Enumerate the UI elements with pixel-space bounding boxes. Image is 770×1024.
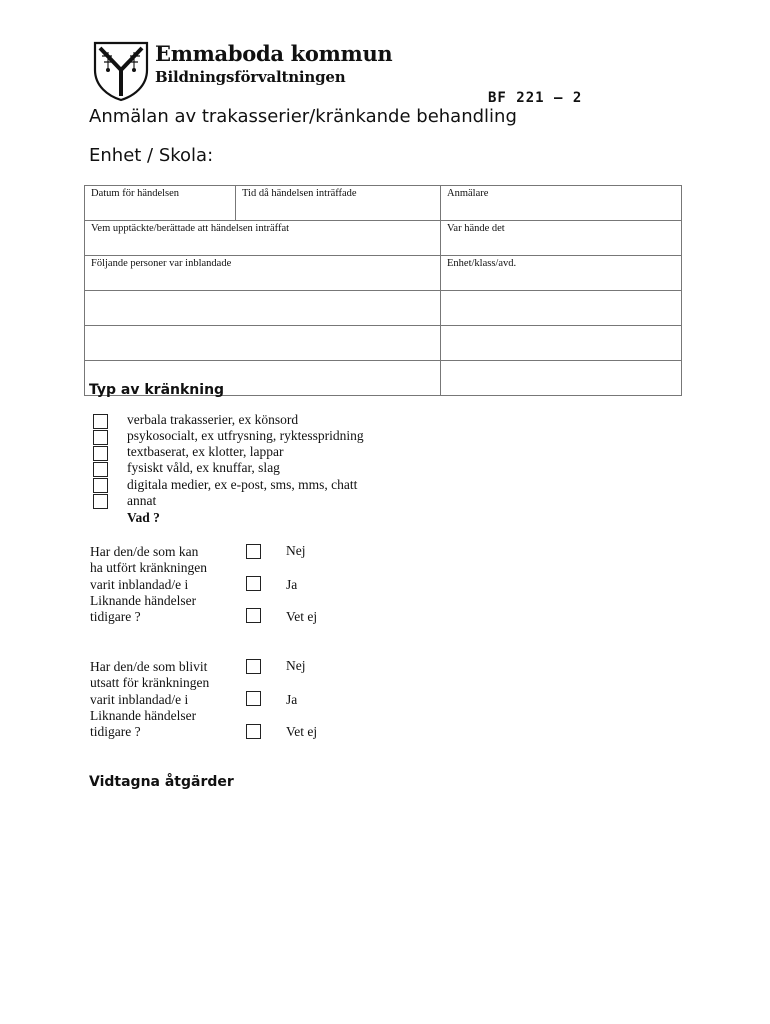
q1-checkbox-yes[interactable]	[246, 576, 261, 591]
option-label: Ja	[286, 692, 298, 707]
violation-type-heading: Typ av kränkning	[89, 382, 225, 398]
persons-involved-field[interactable]: Följande personer var inblandade	[85, 256, 441, 291]
option-label: Vet ej	[286, 609, 318, 624]
question-line: Liknande händelser	[90, 592, 197, 608]
what-label: Vad ?	[127, 510, 160, 525]
q1-checkbox-no[interactable]	[246, 544, 261, 559]
unit-class-field[interactable]: Enhet/klass/avd.	[441, 256, 682, 291]
option-label: Vet ej	[286, 724, 318, 739]
organization-department: Bildningsförvaltningen	[155, 68, 346, 86]
question-line: varit inblandad/e i	[90, 576, 189, 592]
q2-checkbox-unknown[interactable]	[246, 724, 261, 739]
question-line: tidigare ?	[90, 609, 141, 625]
table-row	[85, 326, 682, 361]
question-line: utsatt för kränkningen	[90, 675, 210, 691]
unit-entry-cell[interactable]	[441, 291, 682, 326]
q2-checkbox-yes[interactable]	[246, 691, 261, 706]
table-row	[85, 221, 682, 256]
incident-info-table	[84, 185, 682, 396]
question-victim-text	[90, 659, 209, 740]
unit-entry-cell[interactable]	[441, 326, 682, 361]
table-row	[85, 256, 682, 291]
checkbox-label: annat	[127, 493, 157, 508]
question-line: Har den/de som blivit	[90, 659, 208, 674]
checkbox-digital[interactable]	[93, 478, 108, 493]
q1-checkbox-unknown[interactable]	[246, 608, 261, 623]
checkbox-other[interactable]	[93, 494, 108, 509]
checkbox-verbal[interactable]	[93, 414, 108, 429]
unit-school-label: Enhet / Skola:	[89, 145, 214, 166]
document-code: BF 221 – 2	[488, 90, 583, 106]
checkbox-label: verbala trakasserier, ex könsord	[127, 412, 299, 427]
checkbox-label: textbaserat, ex klotter, lappar	[127, 444, 284, 459]
time-field[interactable]: Tid då händelsen inträffade	[236, 186, 441, 221]
option-label: Nej	[286, 543, 306, 558]
option-label: Ja	[286, 577, 298, 592]
reporter-field[interactable]: Anmälare	[441, 186, 682, 221]
question-line: varit inblandad/e i	[90, 691, 189, 707]
unit-entry-cell[interactable]	[441, 361, 682, 396]
option-label: Nej	[286, 658, 306, 673]
checkbox-psychosocial[interactable]	[93, 430, 108, 445]
checkbox-label: digitala medier, ex e-post, sms, mms, chatt	[127, 477, 358, 492]
discovered-by-field[interactable]: Vem upptäckte/berättade att händelsen inträffat	[85, 221, 441, 256]
page-title: Anmälan av trakasserier/kränkande behandling	[89, 106, 517, 127]
question-line: ha utfört kränkningen	[90, 560, 207, 576]
question-line: Har den/de som kan	[90, 544, 199, 559]
organization-name: Emmaboda kommun	[155, 41, 393, 66]
q2-checkbox-no[interactable]	[246, 659, 261, 674]
municipal-shield-icon	[92, 40, 150, 102]
location-field[interactable]: Var hände det	[441, 221, 682, 256]
question-line: Liknande händelser	[90, 707, 197, 723]
table-row	[85, 186, 682, 221]
question-line: tidigare ?	[90, 724, 141, 740]
person-entry-cell[interactable]	[85, 326, 441, 361]
question-perpetrator-text	[90, 544, 207, 625]
checkbox-physical[interactable]	[93, 462, 108, 477]
checkbox-label: fysiskt våld, ex knuffar, slag	[127, 460, 280, 475]
actions-taken-heading: Vidtagna åtgärder	[89, 774, 234, 790]
checkbox-text-based[interactable]	[93, 446, 108, 461]
table-row	[85, 291, 682, 326]
person-entry-cell[interactable]	[85, 291, 441, 326]
checkbox-label: psykosocialt, ex utfrysning, ryktesspridning	[127, 428, 364, 443]
date-field[interactable]: Datum för händelsen	[85, 186, 236, 221]
